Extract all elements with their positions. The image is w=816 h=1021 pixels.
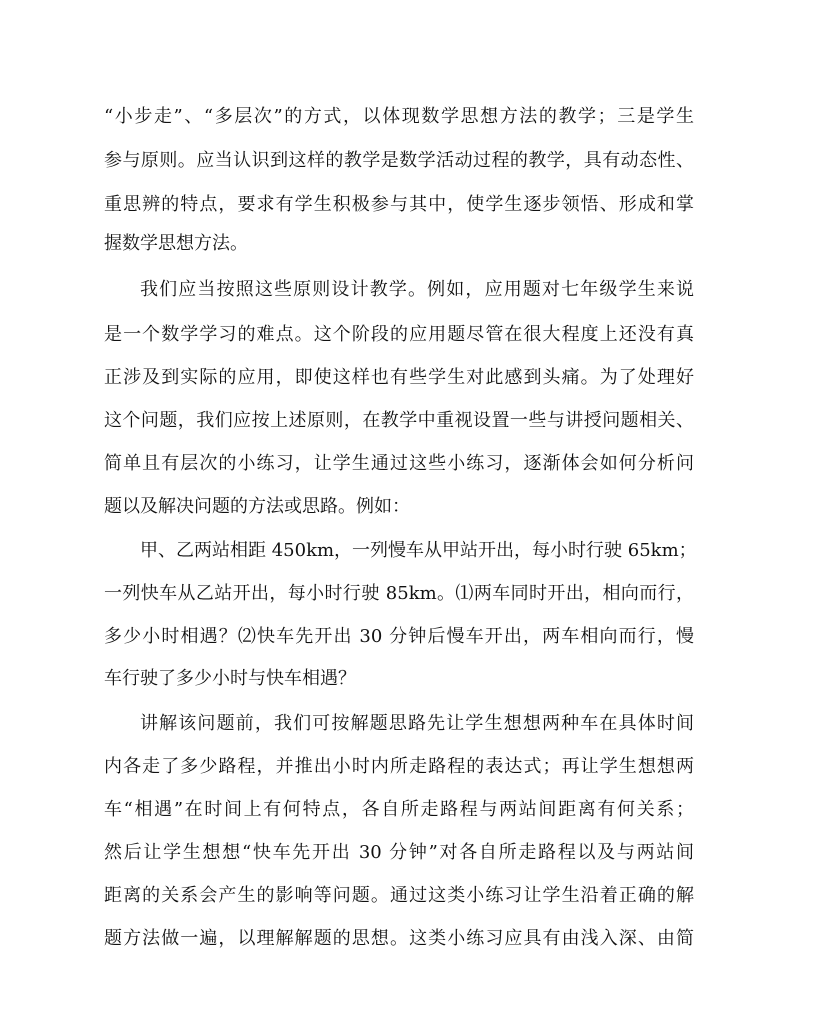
paragraph-4-line-1: 讲解该问题前，我们可按解题思路先让学生想想两种车在具体时间 (140, 713, 694, 734)
paragraph-2-line-6: 题以及解决问题的方法或思路。例如： (104, 496, 410, 517)
paragraph-4-line-5: 距离的关系会产生的影响等问题。通过这类小练习让学生沿着正确的解 (104, 885, 694, 906)
paragraph-2-line-4: 这个问题，我们应按上述原则，在教学中重视设置一些与讲授问题相关、 (104, 410, 694, 431)
paragraph-4-line-6: 题方法做一遍，以理解解题的思想。这类小练习应具有由浅入深、由简 (104, 928, 694, 949)
paragraph-2-line-3: 正涉及到实际的应用，即使这样也有些学生对此感到头痛。为了处理好 (104, 367, 694, 388)
paragraph-4-line-4: 然后让学生想想“快车先开出 30 分钟”对各自所走路程以及与两站间 (104, 842, 694, 863)
paragraph-4-line-2: 内各走了多少路程，并推出小时内所走路程的表达式；再让学生想想两 (104, 756, 694, 777)
paragraph-1-line-1: “小步走”、“多层次”的方式，以体现数学思想方法的教学；三是学生 (104, 106, 694, 127)
paragraph-3-line-4: 车行驶了多少小时与快车相遇？ (104, 668, 356, 689)
paragraph-3-line-1: 甲、乙两站相距 450km，一列慢车从甲站开出，每小时行驶 65km； (140, 540, 697, 561)
paragraph-2-line-1: 我们应当按照这些原则设计教学。例如，应用题对七年级学生来说 (140, 279, 694, 300)
paragraph-3-line-3: 多少小时相遇？⑵快车先开出 30 分钟后慢车开出，两车相向而行，慢 (104, 626, 694, 647)
paragraph-4-line-3: 车“相遇”在时间上有何特点，各自所走路程与两站间距离有何关系； (104, 799, 694, 820)
paragraph-3-line-2: 一列快车从乙站开出，每小时行驶 85km。⑴两车同时开出，相向而行， (104, 583, 694, 604)
paragraph-2-line-2: 是一个数学学习的难点。这个阶段的应用题尽管在很大程度上还没有真 (104, 324, 694, 345)
paragraph-1-line-4: 握数学思想方法。 (104, 233, 248, 254)
paragraph-1-line-2: 参与原则。应当认识到这样的教学是数学活动过程的教学，具有动态性、 (104, 150, 694, 171)
paragraph-2-line-5: 简单且有层次的小练习，让学生通过这些小练习，逐渐体会如何分析问 (104, 453, 694, 474)
paragraph-1-line-3: 重思辨的特点，要求有学生积极参与其中，使学生逐步领悟、形成和掌 (104, 194, 694, 215)
